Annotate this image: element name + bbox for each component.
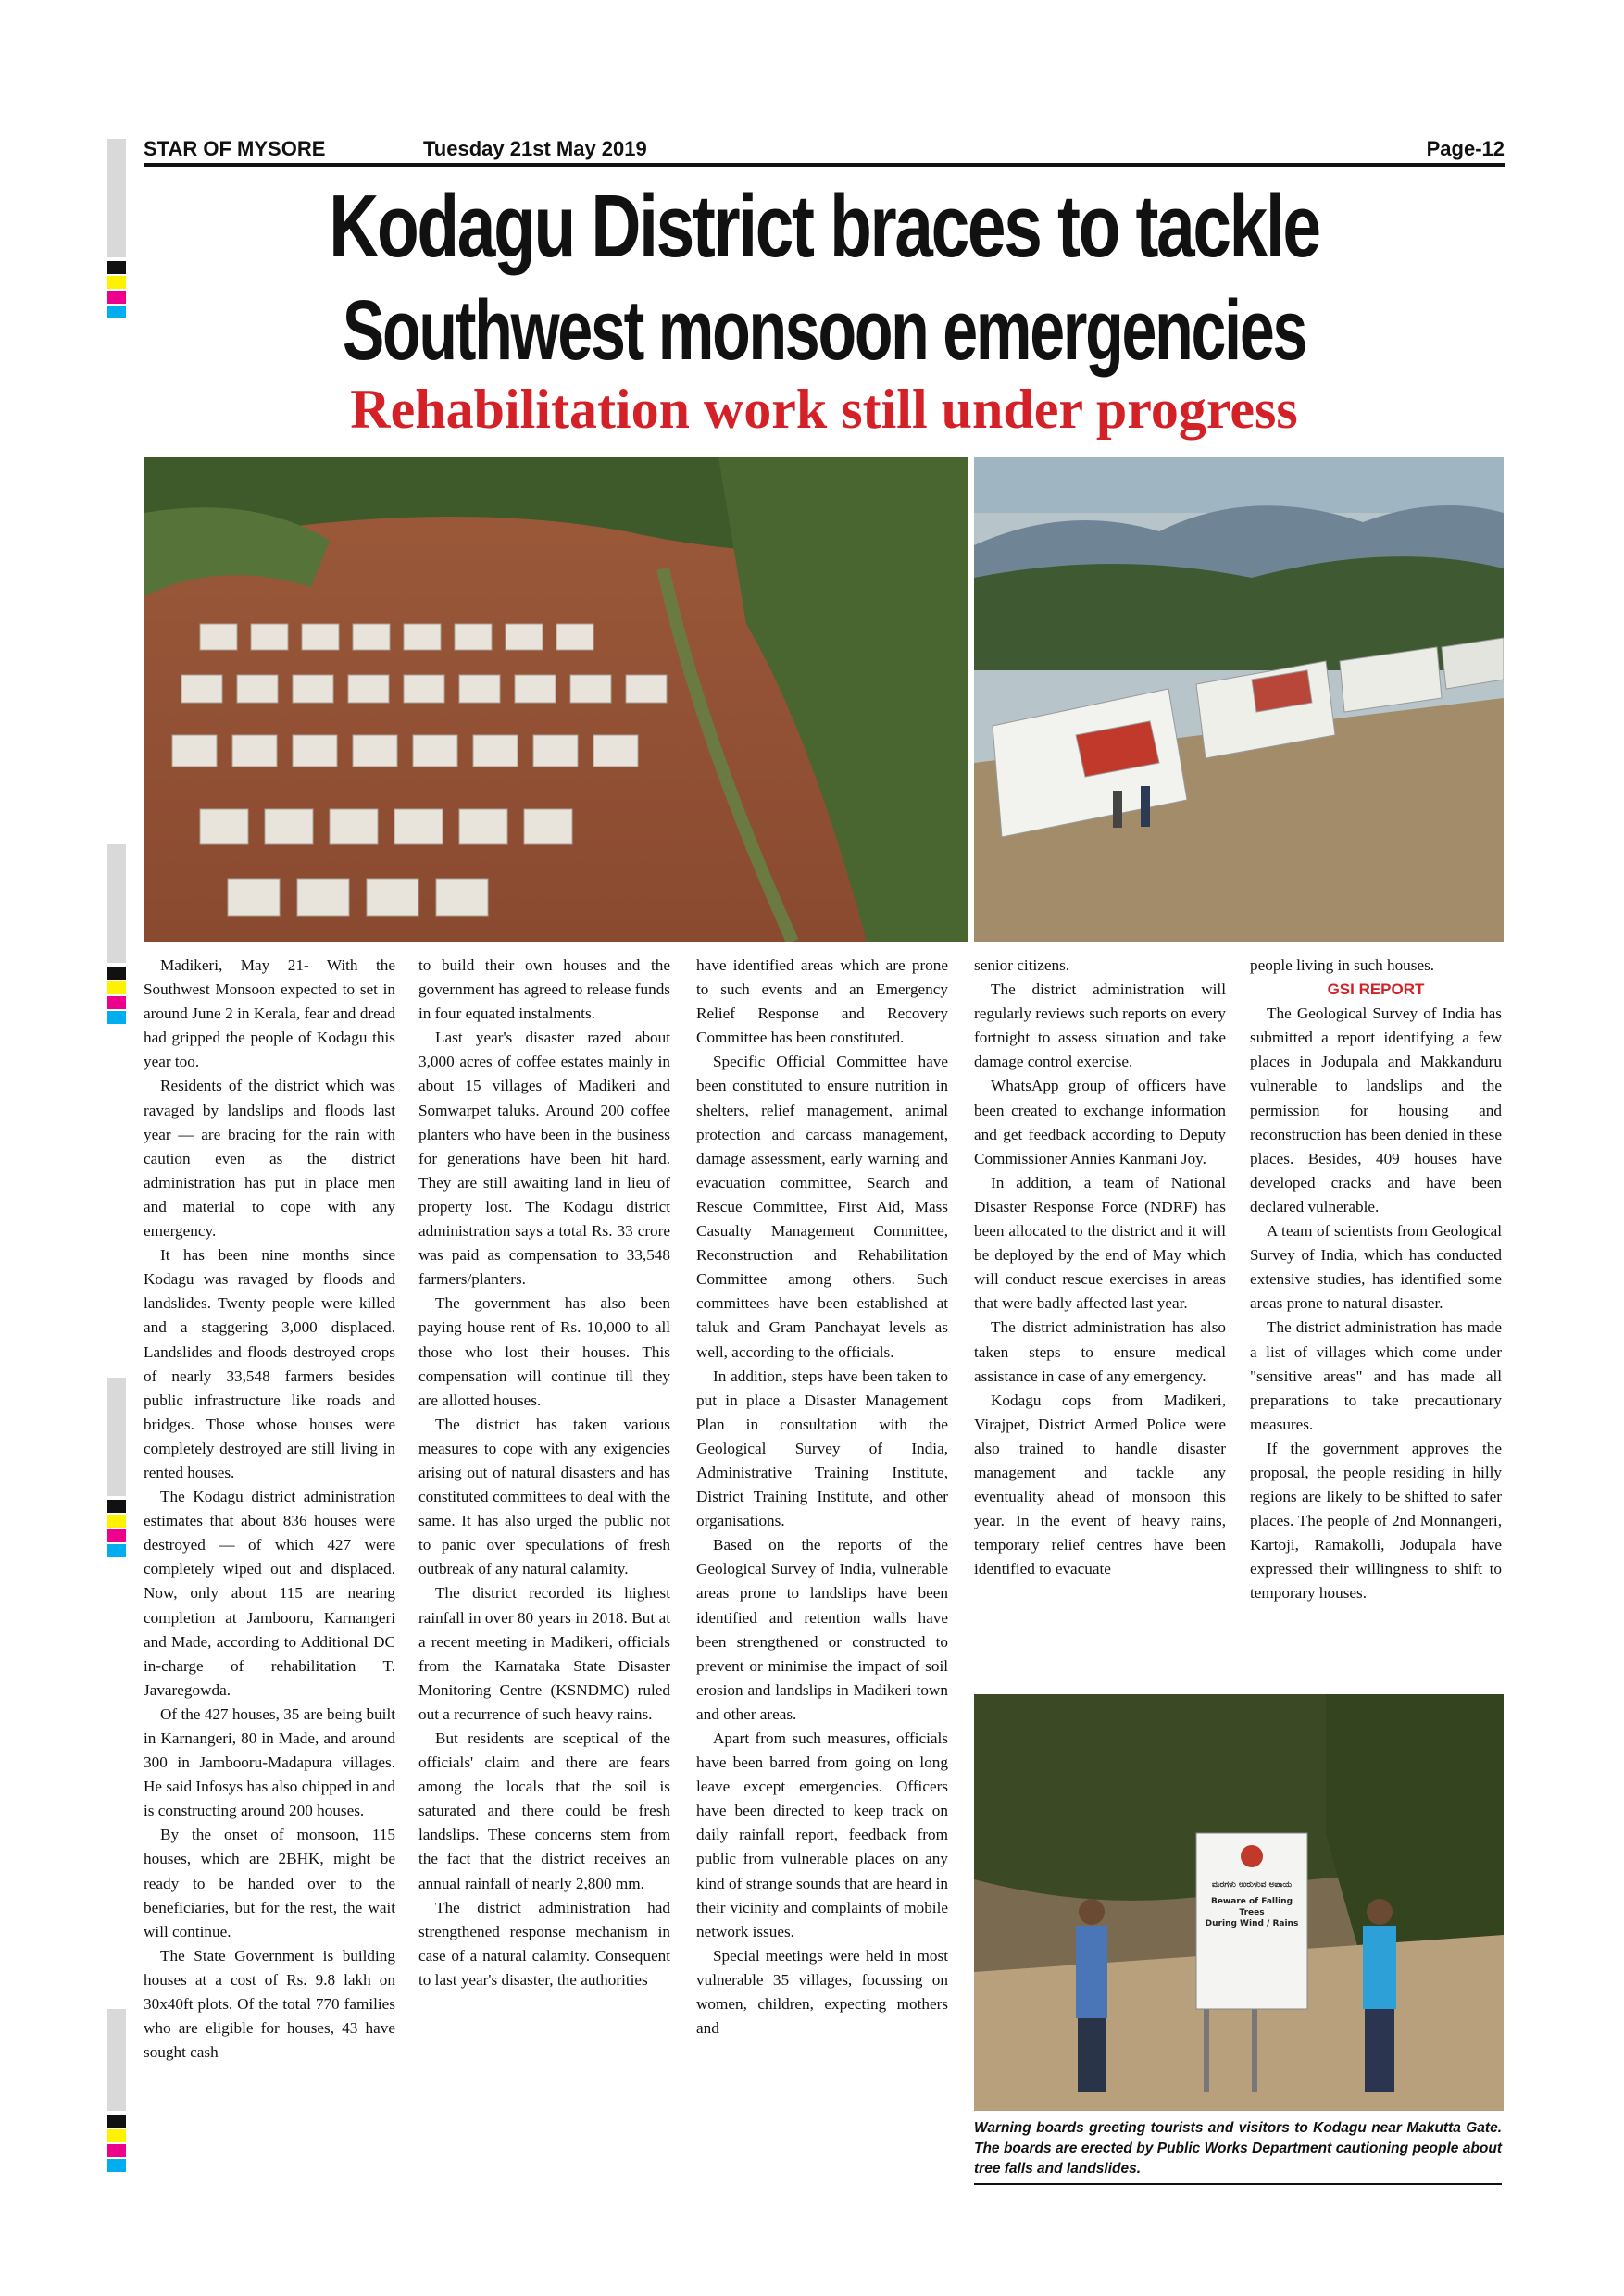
article-paragraph: have identified areas which are prone to such events and an Emergency Relief Response and Recovery Committee has been constituted.: [696, 956, 948, 1047]
article-paragraph: to build their own houses and the government has agreed to release funds in four equated instalments.: [418, 956, 670, 1023]
photo-caption: Warning boards greeting tourists and visitors to Kodagu near Makutta Gate. The boards are erected by Public Works Department cautioning people about tree falls and landslides.: [974, 2118, 1502, 2185]
paper-name: STAR OF MYSORE: [144, 137, 326, 160]
issue-date: Tuesday 21st May 2019: [423, 137, 647, 160]
color-swatch-yellow: [107, 2129, 126, 2142]
color-swatch-magenta: [107, 996, 126, 1009]
article-paragraph: The State Government is building houses at a cost of Rs. 9.8 lakh on 30x40ft plots. Of the total 770 families who are eligible for houses, 43 have sought cash: [144, 1946, 395, 2062]
color-swatch-yellow: [107, 981, 126, 994]
article-paragraph: Madikeri, May 21- With the Southwest Monsoon expected to set in around June 2 in Kerala, fear and dread had gripped the people of Kodagu this year too.: [144, 956, 395, 1071]
registration-bar: [107, 2009, 126, 2111]
article-column-4: [974, 954, 1226, 1581]
registration-bar: [107, 1378, 126, 1496]
article-paragraph: In addition, steps have been taken to put in place a Disaster Management Plan in consultation with the Geological Survey of India, Administrative Training Institute, District Training Institute, and other organisations.: [696, 1366, 948, 1530]
color-swatch-cyan: [107, 1011, 126, 1024]
article-paragraph: Of the 427 houses, 35 are being built in Karnangeri, 80 in Made, and around 300 in Jambooru-Madapura villages. He said Infosys has also chipped in and is constructing around 200 houses.: [144, 1704, 395, 1820]
color-swatch-black: [107, 261, 126, 274]
subheadline: Rehabilitation work still under progress: [350, 379, 1298, 440]
article-paragraph: Based on the reports of the Geological Survey of India, vulnerable areas prone to landslips have been identified and retention walls have been strengthened or constructed to prevent or minimise the impact of soil erosion and landslips in Madikeri town and other areas.: [696, 1536, 948, 1723]
color-swatch-black: [107, 2115, 126, 2128]
article-paragraph: Apart from such measures, officials have been barred from going on long leave except emergencies. Officers have been directed to keep track on daily rainfall report, feedback from public from vulnerable places on any kind of strange sounds that are heard in their vicinity and complaints of mobile network issues.: [696, 1729, 948, 1940]
article-paragraph: By the onset of monsoon, 115 houses, which are 2BHK, might be ready to be handed over to the beneficiaries, but for the rest, the wait will continue.: [144, 1826, 395, 1940]
article-column-1: [144, 954, 395, 2065]
photo-houses-hills: [974, 457, 1504, 942]
color-swatch-yellow: [107, 1515, 126, 1528]
article-paragraph: The Kodagu district administration estimates that about 836 houses were destroyed — of which 427 were completely wiped out and displaced. Now, only about 115 are nearing completion at Jambooru, Karnangeri and Made, according to Additional DC in-charge of rehabilitation T. Javaregowda.: [144, 1488, 395, 1699]
article-paragraph: Specific Official Committee have been constituted to ensure nutrition in shelters, relief management, animal protection and carcass management, damage assessment, early warning and evacuation committee, Search and Rescue Committee, First Aid, Mass Casualty Management Committee, Reconstruction and Rehabilitation Committee among others. Such committees have been established at taluk and Gram Panchayat levels as well, according to the officials.: [696, 1053, 948, 1361]
color-swatch-cyan: [107, 2159, 126, 2172]
article-column-5: [1250, 954, 1502, 1606]
article-paragraph: If the government approves the proposal, the people residing in hilly regions are likely to be shifted to safer places. The people of 2nd Monnangeri, Kartoji, Ramakolli, Jodupala have expressed their willingness to shift to temporary houses.: [1250, 1439, 1502, 1603]
article-paragraph: The district administration will regularly reviews such reports on every fortnight to assess situation and take damage control exercise.: [974, 980, 1226, 1071]
color-swatch-magenta: [107, 2144, 126, 2157]
article-column-2: [418, 954, 670, 1992]
board-line-kannada: ಮರಗಳು ಉರುಳುವ ಅಪಾಯ: [1211, 1880, 1293, 1890]
headline-line-1: Kodagu District braces to tackle: [329, 177, 1319, 276]
article-paragraph: Residents of the district which was ravaged by landslips and floods last year — are bracing for the rain with caution even as the district administration has put in place men and material to cope with any emergency.: [144, 1077, 395, 1241]
color-swatch-magenta: [107, 291, 126, 304]
article-paragraph: senior citizens.: [974, 956, 1070, 974]
article-paragraph: The district administration has made a list of villages which come under "sensitive areas" and has made all preparations to take precautionary measures.: [1250, 1318, 1502, 1433]
photo-aerial-housing: [144, 457, 968, 942]
photo-warning-board: [974, 1694, 1504, 2111]
board-line-english: Beware of Falling Trees: [1210, 1897, 1293, 1917]
color-swatch-cyan: [107, 1544, 126, 1557]
color-swatch-yellow: [107, 276, 126, 289]
headline-line-2: Southwest monsoon emergencies: [342, 283, 1306, 378]
article-paragraph: The Geological Survey of India has submitted a report identifying a few places in Jodupala and Makkanduru vulnerable to landslips and the permission for housing and reconstruction has been denied in these places. Besides, 409 houses have developed cracks and have been declared vulnerable.: [1250, 1004, 1502, 1216]
article-paragraph: In addition, a team of National Disaster Response Force (NDRF) has been allocated to the district and it will be deployed by the end of May which will conduct rescue exercises in areas that were badly affected last year.: [974, 1173, 1226, 1313]
board-line-condition: During Wind / Rains: [1205, 1919, 1299, 1928]
article-paragraph: Last year's disaster razed about 3,000 acres of coffee estates mainly in about 15 villages of Madikeri and Somwarpet taluks. Around 200 coffee planters who have been in the business for generations have been hit hard. They are still awaiting land in lieu of property lost. The Kodagu district administration says a total Rs. 33 crore was paid as compensation to 33,548 farmers/planters.: [418, 1029, 670, 1289]
registration-bar: [107, 139, 126, 257]
article-paragraph: WhatsApp group of officers have been created to exchange information and get feedback according to Deputy Commissioner Annies Kanmani Joy.: [974, 1077, 1226, 1167]
article-paragraph: The district recorded its highest rainfall in over 80 years in 2018. But at a recent meeting in Madikeri, officials from the Karnataka State Disaster Monitoring Centre (KSNDMC) ruled out a recurrence of such heavy rains.: [418, 1584, 670, 1723]
registration-bar: [107, 844, 126, 963]
article-paragraph: The government has also been paying house rent of Rs. 10,000 to all those who lost their houses. This compensation will continue till they are allotted houses.: [418, 1294, 670, 1409]
article-paragraph: The district has taken various measures to cope with any exigencies arising out of natural disasters and has constituted committees to deal with the same. It has also urged the public not to panic over speculations of fresh outbreak of any natural calamity.: [418, 1415, 670, 1578]
article-paragraph: The district administration had strengthened response mechanism in case of a natural calamity. Consequent to last year's disaster, the authorities: [418, 1898, 670, 1989]
section-subhead: GSI REPORT: [1327, 980, 1425, 999]
article-paragraph: Special meetings were held in most vulnerable 35 villages, focussing on women, children, expecting mothers and: [696, 1946, 948, 2038]
article-paragraph: people living in such houses.: [1250, 956, 1435, 974]
color-swatch-black: [107, 967, 126, 980]
board-text: [1204, 1879, 1300, 1929]
article-column-3: [696, 954, 948, 2040]
article-paragraph: The district administration has also taken steps to ensure medical assistance in case of any emergency.: [974, 1318, 1226, 1385]
article-paragraph: A team of scientists from Geological Survey of India, which has conducted extensive studies, has identified some areas prone to natural disaster.: [1250, 1222, 1502, 1313]
article-paragraph: It has been nine months since Kodagu was ravaged by floods and landslides. Twenty people were killed and a staggering 3,000 displaced. Landslides and floods destroyed crops of nearly 33,548 farmers besides public infrastructure like roads and bridges. Those whose houses were completely destroyed are still living in rented houses.: [144, 1246, 395, 1481]
color-swatch-black: [107, 1500, 126, 1513]
page-number: Page-12: [1426, 137, 1505, 160]
color-swatch-magenta: [107, 1529, 126, 1542]
article-paragraph: Kodagu cops from Madikeri, Virajpet, District Armed Police were also trained to handle disaster management and tackle any eventuality ahead of monsoon this year. In the event of heavy rains, temporary relief centres have been identified to evacuate: [974, 1391, 1226, 1578]
color-swatch-cyan: [107, 306, 126, 318]
article-paragraph: But residents are sceptical of the officials' claim and there are fears among the locals that the soil is saturated and there could be fresh landslips. These concerns stem from the fact that the district receives an annual rainfall of nearly 2,800 mm.: [418, 1729, 670, 1892]
masthead: [144, 135, 1505, 167]
